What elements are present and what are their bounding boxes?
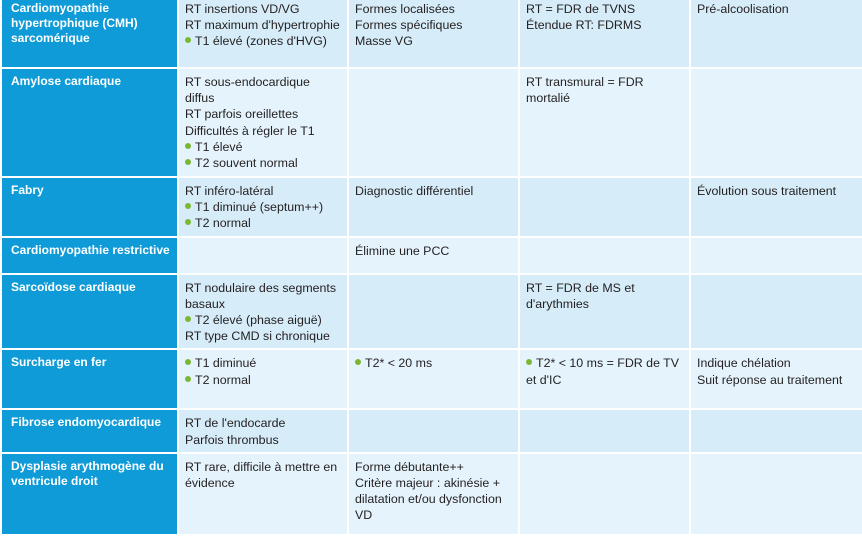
cell-line: RT = FDR de MS et d'arythmies	[526, 280, 635, 311]
table-cell	[178, 409, 348, 452]
table-cell	[348, 274, 519, 350]
cell-line: Critère majeur : akinésie + dilatation et/ou dysfonction VD	[355, 476, 502, 523]
table-cell	[178, 68, 348, 177]
table-cell	[348, 0, 519, 68]
table-cell	[178, 349, 348, 409]
table-cell	[519, 409, 690, 452]
table-row	[1, 349, 862, 409]
table-cell	[178, 274, 348, 350]
table-cell	[690, 349, 862, 409]
cell-line: RT sous-endocardique diffus	[185, 75, 310, 106]
cell-line: RT inféro-latéral	[185, 184, 274, 198]
row-header: Fibrose endomyocardique	[1, 409, 178, 452]
table-cell	[178, 0, 348, 68]
bullet-line: T2* < 10 ms = FDR de TV et d'IC	[526, 355, 683, 387]
cell-line: Difficultés à régler le T1	[185, 123, 315, 138]
table-cell	[690, 0, 862, 68]
cell-line: RT nodulaire des segments basaux	[185, 280, 337, 311]
table-row	[1, 177, 862, 237]
table-row	[1, 274, 862, 350]
cell-line: Formes localisées	[355, 2, 455, 16]
cell-line: Évolution sous traitement	[697, 184, 837, 198]
cell-line: RT transmural = FDR mortalié	[526, 75, 644, 106]
cell-line: Indique chélation	[697, 356, 791, 371]
table-cell	[348, 68, 519, 177]
row-header: Fabry	[1, 177, 178, 237]
table-row	[1, 453, 862, 535]
table-cell	[519, 0, 690, 68]
bullet-line: T2 normal	[185, 372, 341, 388]
cell-line: Masse VG	[355, 34, 413, 49]
cell-line: RT maximum d'hypertrophie	[185, 18, 340, 33]
cell-line: Élimine une PCC	[355, 243, 450, 258]
cell-line: RT rare, difficile à mettre en évidence	[185, 459, 338, 491]
table-cell	[178, 177, 348, 237]
cell-line: Pré-alcoolisation	[697, 2, 789, 16]
table-cell	[519, 453, 690, 535]
bullet-line: T2 normal	[185, 215, 341, 231]
bullet-line: T1 diminué	[185, 355, 341, 371]
table-cell	[348, 237, 519, 274]
row-header: Dysplasie arythmogène du ventricule droit	[1, 453, 178, 535]
cell-line: Forme débutante++	[355, 459, 464, 474]
table-cell	[690, 453, 862, 535]
bullet-line: T2 souvent normal	[185, 155, 341, 171]
row-header: Cardiomyopathie restrictive	[1, 237, 178, 274]
cell-line: Parfois thrombus	[185, 432, 279, 447]
table-cell	[519, 349, 690, 409]
row-header: Cardiomyopathie hypertrophique (CMH) sarcomérique	[1, 0, 178, 68]
bullet-line: T1 diminué (septum++)	[185, 199, 341, 215]
cell-line: RT = FDR de TVNS	[526, 2, 636, 16]
table-cell	[690, 409, 862, 452]
cell-line: RT type CMD si chronique	[185, 329, 330, 344]
table-cell	[348, 349, 519, 409]
row-header: Amylose cardiaque	[1, 68, 178, 177]
row-header: Surcharge en fer	[1, 349, 178, 409]
table-row	[1, 237, 862, 274]
table-cell	[519, 237, 690, 274]
cell-line: Diagnostic différentiel	[355, 184, 474, 198]
cell-line: RT insertions VD/VG	[185, 2, 300, 16]
table-row	[1, 68, 862, 177]
table-row	[1, 0, 862, 68]
cell-line: Suit réponse au traitement	[697, 372, 843, 387]
table-cell	[690, 177, 862, 237]
table-cell	[178, 453, 348, 535]
table-cell	[519, 274, 690, 350]
table-cell	[519, 68, 690, 177]
table-cell	[690, 274, 862, 350]
table-cell	[690, 237, 862, 274]
bullet-line: T1 élevé	[185, 139, 341, 155]
cell-line: RT parfois oreillettes	[185, 107, 299, 122]
row-header: Sarcoïdose cardiaque	[1, 274, 178, 350]
table-cell	[178, 237, 348, 274]
table-cell	[348, 453, 519, 535]
table-cell	[690, 68, 862, 177]
bullet-line: T2* < 20 ms	[355, 355, 512, 371]
table-cell	[519, 177, 690, 237]
cell-line: RT de l'endocarde	[185, 416, 286, 431]
table-cell	[348, 177, 519, 237]
bullet-line: T1 élevé (zones d'HVG)	[185, 33, 341, 49]
table-cell	[348, 409, 519, 452]
table-row	[1, 409, 862, 452]
cell-line: Étendue RT: FDRMS	[526, 18, 642, 33]
bullet-line: T2 élevé (phase aiguë)	[185, 312, 341, 328]
cell-line: Formes spécifiques	[355, 18, 463, 33]
